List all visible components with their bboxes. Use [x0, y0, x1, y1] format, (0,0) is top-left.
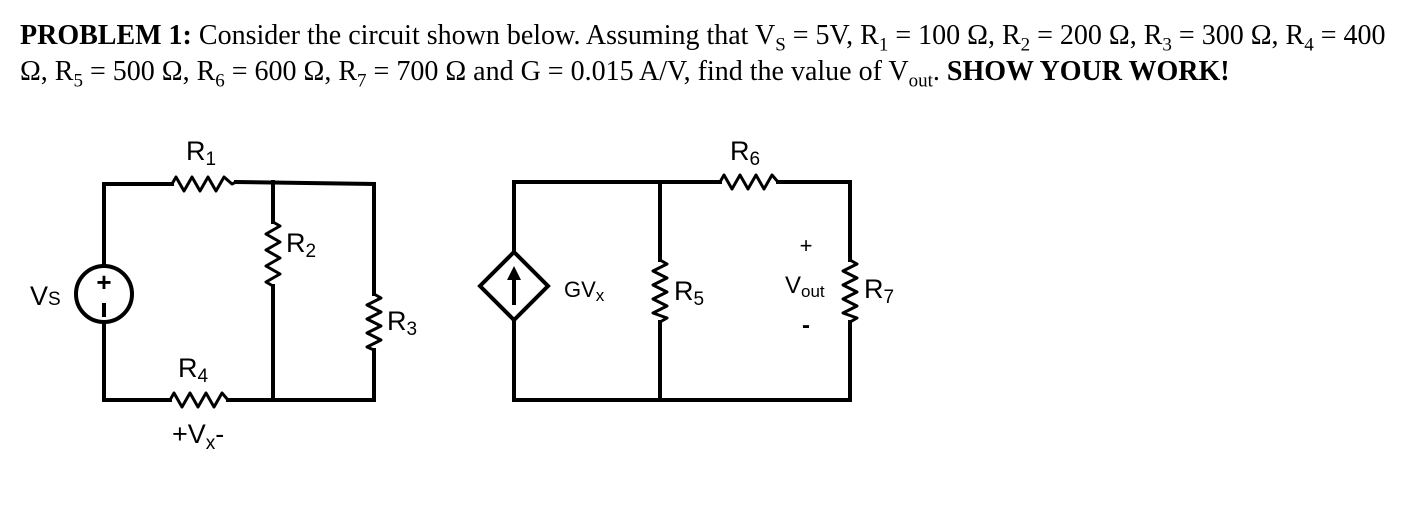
subscript: 2	[1020, 34, 1031, 56]
wire	[236, 182, 374, 184]
problem-text: .	[932, 56, 947, 87]
problem-text: = 300 Ω, R	[1171, 20, 1305, 51]
subscript: out	[908, 70, 933, 92]
r2-label: R2	[286, 228, 317, 262]
subscript: 3	[1162, 34, 1172, 56]
resistor-r6	[720, 175, 778, 189]
show-work-emphasis: SHOW YOUR WORK!	[946, 56, 1230, 87]
gvx-label: GVx	[564, 277, 605, 305]
subscript: 1	[878, 34, 889, 56]
r7-label: R7	[864, 274, 895, 308]
right-circuit	[480, 136, 894, 400]
subscript: 7	[357, 70, 367, 92]
vout-label: Vout	[785, 272, 825, 301]
resistor-r1	[172, 177, 236, 191]
problem-text: = 200 Ω, R	[1030, 20, 1163, 51]
problem-text: Consider the circuit shown below. Assuming that V	[191, 20, 776, 51]
resistor-r5	[653, 260, 667, 322]
resistor-r7	[843, 260, 857, 322]
problem-text: = 5V, R	[785, 20, 879, 51]
vs-minus-sign	[102, 303, 106, 317]
r4-label: R4	[178, 353, 209, 387]
left-circuit	[30, 136, 417, 454]
problem-text: = 100 Ω, R	[888, 20, 1021, 51]
dependent-current-source	[480, 252, 605, 320]
problem-heading: PROBLEM 1:	[20, 20, 192, 51]
vs-plus-sign: +	[96, 267, 112, 297]
resistor-r3	[367, 294, 381, 350]
voltage-source-vs	[30, 266, 132, 322]
resistor-r2	[266, 222, 280, 286]
subscript: 5	[73, 70, 83, 92]
subscript: 6	[215, 70, 225, 92]
vx-label: $+V_x-$	[172, 419, 225, 454]
problem-text: = 500 Ω, R	[82, 56, 216, 87]
vout-plus: +	[799, 233, 813, 258]
resistor-r4	[170, 393, 228, 407]
problem-text: = 600 Ω, R	[224, 56, 358, 87]
problem-text: = 400 Ω, R	[20, 20, 1386, 87]
r1-label: R1	[186, 136, 217, 170]
r5-label: R5	[674, 276, 705, 310]
subscript: S	[775, 34, 786, 56]
vs-label: VS	[30, 281, 61, 311]
subscript: 4	[1304, 34, 1314, 56]
r3-label: R3	[387, 306, 418, 340]
r6-label: R6	[730, 136, 761, 170]
vout-minus: -	[802, 312, 810, 339]
problem-text: = 700 Ω and G = 0.015 A/V, find the value of V	[366, 56, 909, 87]
